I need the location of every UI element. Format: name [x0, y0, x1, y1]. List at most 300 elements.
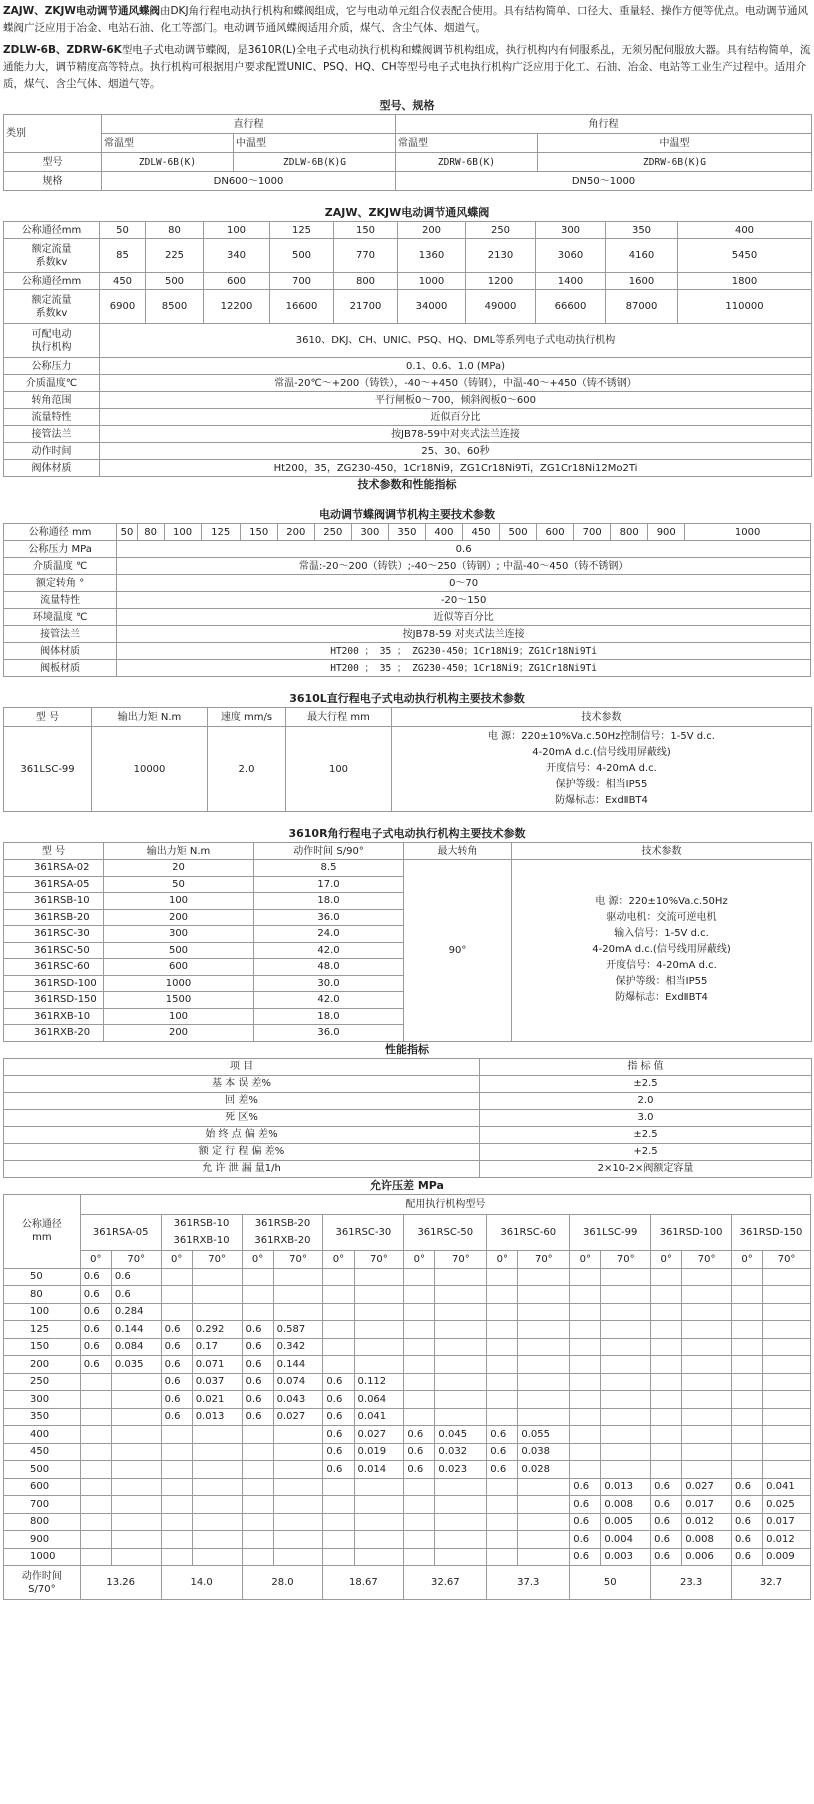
r3610-model: 361RSC-60	[4, 959, 104, 976]
dp-value: 0.6	[732, 1513, 763, 1531]
r3610-time: 36.0	[254, 1025, 404, 1042]
dp-value: 0.6	[80, 1321, 111, 1339]
dp-dn: 500	[4, 1461, 81, 1479]
dp-value	[192, 1531, 242, 1549]
r3610-time: 30.0	[254, 975, 404, 992]
dp-value	[111, 1496, 161, 1514]
r3610-time: 8.5	[254, 860, 404, 877]
dp-value	[354, 1548, 404, 1566]
normal-temp-label: 常温型	[102, 134, 234, 153]
dp-value: 0.6	[323, 1391, 354, 1409]
dp-value	[601, 1391, 651, 1409]
dp-value: 0.025	[763, 1496, 811, 1514]
dp-dn: 400	[4, 1426, 81, 1444]
dp-value	[651, 1268, 682, 1286]
dp-value	[435, 1408, 487, 1426]
dp-value: 0.005	[601, 1513, 651, 1531]
dp-value: 0.6	[161, 1321, 192, 1339]
dp-value	[192, 1478, 242, 1496]
dp-value	[435, 1268, 487, 1286]
intro-title-2: ZDLW-6B、ZDRW-6K	[3, 44, 122, 56]
dp-value: 0.6	[161, 1408, 192, 1426]
dp-value	[192, 1268, 242, 1286]
dp-value: 0.6	[111, 1286, 161, 1304]
dn-value: 300	[536, 222, 606, 239]
dp-value	[161, 1548, 192, 1566]
dp-value: 0.064	[354, 1391, 404, 1409]
dp-model	[242, 1214, 323, 1250]
dp-value	[80, 1531, 111, 1549]
dp-dn: 80	[4, 1286, 81, 1304]
kv-label-line: 系数kv	[35, 256, 68, 268]
dp-value	[435, 1321, 487, 1339]
r3610-torque: 200	[104, 909, 254, 926]
r3610-time: 17.0	[254, 876, 404, 893]
dp-value	[435, 1356, 487, 1374]
dp-dn: 350	[4, 1408, 81, 1426]
dp-value	[323, 1513, 354, 1531]
dp-value: 0.6	[323, 1443, 354, 1461]
param-value: 按JB78-59 对夹式法兰连接	[117, 626, 811, 643]
dp-value: 0.084	[111, 1338, 161, 1356]
dp-value: 0.112	[354, 1373, 404, 1391]
dp-angle: 0°	[323, 1250, 354, 1268]
dn-value: 250	[466, 222, 536, 239]
dp-value	[570, 1443, 601, 1461]
dp-value	[682, 1443, 732, 1461]
dp-value	[732, 1426, 763, 1444]
dp-value	[682, 1373, 732, 1391]
l3610-header: 最大行程 mm	[286, 708, 392, 727]
spec-row-label: 动作时间	[4, 443, 100, 460]
dp-value	[435, 1496, 487, 1514]
dp-value	[80, 1408, 111, 1426]
dn-value: 125	[270, 222, 334, 239]
dp-value	[763, 1286, 811, 1304]
dp-value	[487, 1496, 518, 1514]
dp-value: 0.6	[161, 1391, 192, 1409]
dp-value	[161, 1426, 192, 1444]
dp-value	[273, 1531, 323, 1549]
dp-value: 0.6	[161, 1373, 192, 1391]
spec-row-label: 转角范围	[4, 392, 100, 409]
tech-line: 开度信号：4-20mA d.c.	[546, 763, 657, 774]
dp-value	[518, 1268, 570, 1286]
dp-value	[273, 1443, 323, 1461]
dp-value	[161, 1478, 192, 1496]
dp-value	[435, 1303, 487, 1321]
kv-value: 340	[204, 239, 270, 273]
spec-row-label: 公称压力	[4, 358, 100, 375]
mid-temp-label: 中温型	[234, 134, 396, 153]
dp-value: 0.6	[80, 1268, 111, 1286]
dp-value	[323, 1268, 354, 1286]
dp-value: 0.6	[651, 1478, 682, 1496]
dn-value: 300	[351, 524, 388, 541]
dp-value	[518, 1373, 570, 1391]
dp-value	[404, 1496, 435, 1514]
dp-value	[354, 1478, 404, 1496]
dp-value	[570, 1338, 601, 1356]
dp-value: 0.6	[570, 1513, 601, 1531]
dp-value: 0.6	[161, 1338, 192, 1356]
kv-label	[4, 290, 100, 324]
dp-value	[111, 1461, 161, 1479]
dp-dn-label-line: 公称通径	[21, 1219, 62, 1230]
dp-value	[273, 1478, 323, 1496]
dp-value: 0.009	[763, 1548, 811, 1566]
dp-angle: 0°	[487, 1250, 518, 1268]
perf-item: 始 终 点 偏 差%	[4, 1126, 480, 1143]
dp-value	[80, 1548, 111, 1566]
dp-value	[80, 1391, 111, 1409]
dp-value	[192, 1303, 242, 1321]
perf-table	[3, 1058, 812, 1178]
dp-value	[323, 1338, 354, 1356]
param-label: 额定转角 °	[4, 575, 117, 592]
dn-value: 800	[611, 524, 648, 541]
dp-value	[435, 1478, 487, 1496]
dp-value	[435, 1373, 487, 1391]
dp-value	[242, 1478, 273, 1496]
r3610-torque: 100	[104, 893, 254, 910]
dn-value: 400	[425, 524, 462, 541]
perf-value: 2×10-2×阀额定容量	[480, 1160, 812, 1177]
category-label: 类别	[4, 115, 102, 153]
dp-value: 0.6	[651, 1513, 682, 1531]
dp-time: 50	[570, 1566, 651, 1600]
dp-dn: 900	[4, 1531, 81, 1549]
tech-line: 防爆标志：ExdⅡBT4	[615, 992, 708, 1004]
tech-line: 驱动电机：交流可逆电机	[606, 912, 717, 924]
intro-text-2: 型电子式电动调节蝶阀，是3610R(L)全电子式电动执行机构和蝶阀调节机构组成，执行机构内有伺服系乩，无须另配伺服放大器。具有结构简单，流通能力大，调节精度高等特点。执行机构可根据用户要求配置UNIC、PSQ、HQ、CH等型号电子式电执行机构广泛应用于化工、石油、冶金、电站等工业生产过程中。适用介质，煤气、含尘气体、烟道气等。	[3, 44, 811, 90]
dp-value	[570, 1356, 601, 1374]
dp-value	[682, 1268, 732, 1286]
dn-label: 公称通径mm	[4, 222, 100, 239]
dp-value: 0.6	[323, 1426, 354, 1444]
spec-row-value: 平行闸板0～700，倾斜阀板0～600	[100, 392, 812, 409]
r3610-model: 361RSA-05	[4, 876, 104, 893]
dp-value	[242, 1548, 273, 1566]
dp-value	[404, 1408, 435, 1426]
dp-value: 0.021	[192, 1391, 242, 1409]
dp-angle: 0°	[404, 1250, 435, 1268]
dp-value	[601, 1443, 651, 1461]
dp-value	[518, 1303, 570, 1321]
kv-value: 500	[270, 239, 334, 273]
dp-time: 14.0	[161, 1566, 242, 1600]
perf-title: 性能指标	[385, 1042, 429, 1056]
param-value: 近似等百分比	[117, 609, 811, 626]
dp-value: 0.144	[273, 1356, 323, 1374]
r3610-model: 361RXB-10	[4, 1008, 104, 1025]
dp-value	[601, 1268, 651, 1286]
dn-value: 100	[164, 524, 201, 541]
dp-value	[570, 1303, 601, 1321]
dp-angle: 0°	[80, 1250, 111, 1268]
spec-row-label-line: 可配电动	[31, 328, 72, 340]
dp-value	[161, 1461, 192, 1479]
dp-value	[763, 1338, 811, 1356]
dp-value: 0.038	[518, 1443, 570, 1461]
dp-value	[354, 1338, 404, 1356]
mid-temp-label: 中温型	[538, 134, 812, 153]
dp-value: 0.6	[80, 1286, 111, 1304]
dp-angle: 70°	[763, 1250, 811, 1268]
dp-value: 0.071	[192, 1356, 242, 1374]
dp-value	[651, 1338, 682, 1356]
dn-value: 50	[117, 524, 138, 541]
dp-angle: 70°	[273, 1250, 323, 1268]
dn-value: 1200	[466, 273, 536, 290]
dp-value	[323, 1303, 354, 1321]
dp-value	[682, 1408, 732, 1426]
spec-row-value: Ht200，35，ZG230-450，1Cr18Ni9，ZG1Cr18Ni9Ti，ZG1Cr18Ni12Mo2Ti	[100, 460, 812, 477]
dp-value	[80, 1426, 111, 1444]
model-cell: ZDRW-6B(K)	[396, 153, 538, 172]
dp-value: 0.6	[732, 1548, 763, 1566]
r3610-header: 技术参数	[512, 843, 812, 860]
dn-value: 250	[314, 524, 351, 541]
dp-value	[111, 1443, 161, 1461]
intro-title-1: ZAJW、ZKJW电动调节通风蝶阀	[3, 5, 160, 17]
dp-value	[435, 1338, 487, 1356]
dp-value: 0.041	[354, 1408, 404, 1426]
dp-value	[192, 1426, 242, 1444]
r3610-model: 361RSD-100	[4, 975, 104, 992]
dp-value	[763, 1461, 811, 1479]
dp-value	[192, 1461, 242, 1479]
dp-value	[354, 1268, 404, 1286]
dn-value: 700	[574, 524, 611, 541]
dp-value	[192, 1513, 242, 1531]
dp-value	[732, 1391, 763, 1409]
dp-value	[323, 1531, 354, 1549]
dn-value: 150	[240, 524, 277, 541]
dp-value	[354, 1303, 404, 1321]
dp-value	[487, 1303, 518, 1321]
dp-value: 0.6	[242, 1338, 273, 1356]
dp-value: 0.012	[682, 1513, 732, 1531]
dp-value	[404, 1373, 435, 1391]
r3610-torque: 600	[104, 959, 254, 976]
dp-model	[487, 1214, 570, 1250]
dp-value	[323, 1356, 354, 1374]
dp-value	[273, 1426, 323, 1444]
perf-item: 额 定 行 程 偏 差%	[4, 1143, 480, 1160]
spec-row-label: 流量特性	[4, 409, 100, 426]
dp-value	[273, 1513, 323, 1531]
r3610-torque: 1500	[104, 992, 254, 1009]
dp-value	[732, 1443, 763, 1461]
dp-value: 0.027	[354, 1426, 404, 1444]
dp-value	[242, 1268, 273, 1286]
dp-model-line: 361LSC-99	[583, 1226, 638, 1238]
dp-value	[732, 1286, 763, 1304]
dp-value: 0.043	[273, 1391, 323, 1409]
l3610-model: 361LSC-99	[4, 727, 92, 812]
spec-row-value: 3610、DKJ、CH、UNIC、PSQ、HQ、DML等系列电子式电动执行机构	[100, 324, 812, 358]
kv-value: 770	[334, 239, 398, 273]
param-label: 流量特性	[4, 592, 117, 609]
dp-angle: 0°	[161, 1250, 192, 1268]
r3610-header: 型 号	[4, 843, 104, 860]
dp-model-line: 361RSB-10	[173, 1218, 230, 1229]
dp-value	[763, 1426, 811, 1444]
dp-value: 0.6	[242, 1408, 273, 1426]
dp-value	[404, 1531, 435, 1549]
perf-value: 2.0	[480, 1092, 812, 1109]
r3610-time: 18.0	[254, 893, 404, 910]
r3610-header: 输出力矩 N.m	[104, 843, 254, 860]
dp-value	[273, 1461, 323, 1479]
spec-row-value: 25、30、60秒	[100, 443, 812, 460]
dp-value	[111, 1373, 161, 1391]
dp-value	[80, 1443, 111, 1461]
dp-value	[487, 1548, 518, 1566]
tech-line: 防爆标志：ExdⅡBT4	[555, 795, 648, 806]
dp-value	[763, 1408, 811, 1426]
kv-label-line: 额定流量	[31, 294, 72, 306]
dp-model-line: 361RSC-30	[335, 1226, 392, 1238]
dp-value: 0.008	[682, 1531, 732, 1549]
dp-value	[111, 1478, 161, 1496]
dp-value	[651, 1373, 682, 1391]
dp-dn: 50	[4, 1268, 81, 1286]
dp-time: 23.3	[651, 1566, 732, 1600]
dp-value	[161, 1268, 192, 1286]
dp-value: 0.587	[273, 1321, 323, 1339]
dp-dn-label	[4, 1194, 81, 1268]
dp-value	[192, 1286, 242, 1304]
dp-time: 37.3	[487, 1566, 570, 1600]
dp-value	[487, 1478, 518, 1496]
dp-angle: 0°	[242, 1250, 273, 1268]
kv-value: 3060	[536, 239, 606, 273]
dp-value	[518, 1321, 570, 1339]
dp-value: 0.017	[682, 1496, 732, 1514]
dp-value	[435, 1286, 487, 1304]
dp-value: 0.017	[763, 1513, 811, 1531]
r3610-model: 361RSC-50	[4, 942, 104, 959]
dn-label: 公称通径mm	[4, 273, 100, 290]
perf-header: 项 目	[4, 1058, 480, 1075]
dp-value: 0.6	[404, 1426, 435, 1444]
dp-model-line: 361RSC-50	[417, 1226, 474, 1238]
dp-time-label-line: S/70°	[28, 1583, 56, 1595]
kv-value: 6900	[100, 290, 146, 324]
dp-value: 0.003	[601, 1548, 651, 1566]
dp-value	[651, 1461, 682, 1479]
dn-value: 450	[462, 524, 499, 541]
dp-value: 0.6	[161, 1356, 192, 1374]
dp-value	[518, 1478, 570, 1496]
dp-value: 0.6	[242, 1356, 273, 1374]
dp-value	[518, 1513, 570, 1531]
dp-value	[323, 1496, 354, 1514]
dp-time: 18.67	[323, 1566, 404, 1600]
l3610-header: 输出力矩 N.m	[92, 708, 208, 727]
dp-value	[242, 1461, 273, 1479]
dp-value: 0.023	[435, 1461, 487, 1479]
dn-value: 1800	[678, 273, 812, 290]
dp-value: 0.144	[111, 1321, 161, 1339]
dp-value	[570, 1321, 601, 1339]
kv-value: 5450	[678, 239, 812, 273]
dp-value: 0.292	[192, 1321, 242, 1339]
r3610-torque: 50	[104, 876, 254, 893]
dp-value	[518, 1496, 570, 1514]
dp-value	[651, 1356, 682, 1374]
dp-value: 0.6	[404, 1443, 435, 1461]
dp-value: 0.013	[192, 1408, 242, 1426]
dp-value	[404, 1548, 435, 1566]
dp-value: 0.012	[763, 1531, 811, 1549]
kv-value: 8500	[146, 290, 204, 324]
dp-value	[487, 1531, 518, 1549]
dp-value	[161, 1303, 192, 1321]
dp-value	[682, 1461, 732, 1479]
dp-value	[404, 1513, 435, 1531]
dp-dn: 700	[4, 1496, 81, 1514]
kv-value: 2130	[466, 239, 536, 273]
dp-value	[323, 1321, 354, 1339]
dn-label: 公称通径 mm	[4, 524, 117, 541]
dp-value	[518, 1391, 570, 1409]
dp-angle: 0°	[732, 1250, 763, 1268]
dp-value	[242, 1531, 273, 1549]
dn-value: 1000	[685, 524, 811, 541]
kv-value: 16600	[270, 290, 334, 324]
kv-value: 34000	[398, 290, 466, 324]
dp-value	[487, 1391, 518, 1409]
dn-value: 50	[100, 222, 146, 239]
dp-value	[487, 1338, 518, 1356]
dp-value: 0.019	[354, 1443, 404, 1461]
dn-value: 600	[204, 273, 270, 290]
kv-value: 49000	[466, 290, 536, 324]
dp-value	[570, 1461, 601, 1479]
dp-value	[404, 1303, 435, 1321]
kv-value: 12200	[204, 290, 270, 324]
perf-value: ±2.5	[480, 1075, 812, 1092]
r3610-torque: 200	[104, 1025, 254, 1042]
dp-value: 0.045	[435, 1426, 487, 1444]
dp-value	[732, 1268, 763, 1286]
r3610-max-angle: 90°	[404, 860, 512, 1042]
dp-time: 28.0	[242, 1566, 323, 1600]
spec-row-label	[4, 324, 100, 358]
dp-value	[487, 1408, 518, 1426]
l3610-table	[3, 707, 812, 812]
dp-value	[111, 1531, 161, 1549]
dp-value	[682, 1391, 732, 1409]
kv-value: 110000	[678, 290, 812, 324]
dp-value	[732, 1356, 763, 1374]
dn-value: 100	[204, 222, 270, 239]
l3610-tech	[392, 727, 812, 812]
dp-value	[161, 1496, 192, 1514]
dp-value: 0.074	[273, 1373, 323, 1391]
param-value: HT200 ； 35 ； ZG230-450；1Cr18Ni9；ZG1Cr18Ni9Ti	[117, 660, 811, 677]
dp-value	[763, 1303, 811, 1321]
dp-value	[242, 1513, 273, 1531]
kv-value: 21700	[334, 290, 398, 324]
dp-value: 0.041	[763, 1478, 811, 1496]
dp-value	[404, 1356, 435, 1374]
spec-row-label-line: 执行机构	[31, 341, 72, 353]
dp-model	[732, 1214, 811, 1250]
